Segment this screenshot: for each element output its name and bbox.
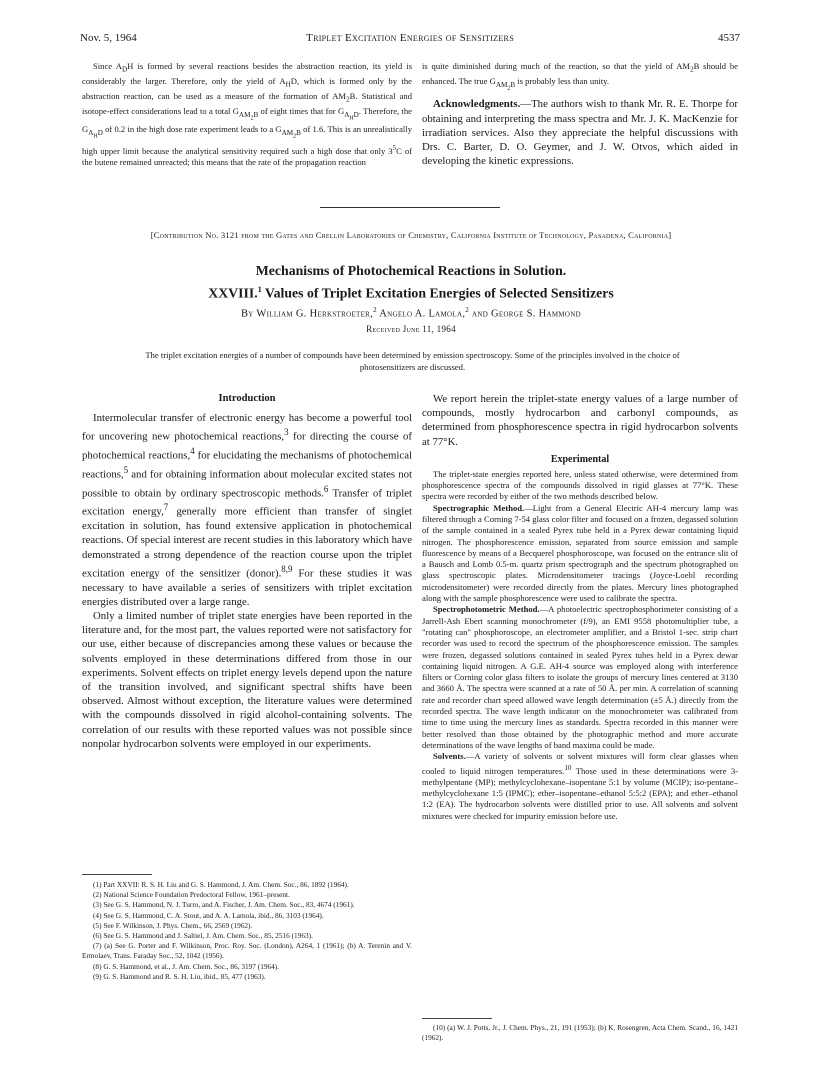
author-hammond: and George S. Hammond xyxy=(472,308,581,320)
article-title xyxy=(84,262,738,303)
solvents-paragraph: Solvents.—A variety of solvents or solvent mixtures will form clear glasses when cooled to liquid nitrogen temperatures.$^{10}$ Those used in these determinations were 3-methylpentane (MP); methylcyclohexane–isopentane 5:1 by volume (MCIP); iso-pentane–methylcyclohexane 1:5 (IPMC); ether–isopentane–ethanol 5:5:2 (EPA); and ether–ethanol 1:2 (EA). The hydrocarbon solvents were distilled prior to use. All solvents and solvent mixtures were checked for impurity emission before use. xyxy=(422,751,738,821)
prior-article-right-column xyxy=(422,61,738,168)
author-line: By William G. Herkstroeter,$^2$ Angelo A. Lamola,$^2$ and George S. Hammond xyxy=(241,306,581,320)
footnote-rule-left xyxy=(82,874,152,875)
report-statement: We report herein the triplet-state energy values of a large number of compounds, mostly hydrocarbon and carbonyl compounds, as determined from phosphorescence spectra in rigid hydrocarbon solvents at 77°K. xyxy=(422,393,738,448)
footnote: (9) G. S. Hammond and R. S. H. Liu, ibid., 85, 477 (1963). xyxy=(93,971,266,981)
spectrophotometric-method-paragraph: Spectrophotometric Method.—A photoelectric spectrophosphorimeter consisting of a Jarrell-Ash Ebert scanning monochrometer (f/9), an EMI 9558 photomultiplier tube, a "rotating can" phosphoroscope, an electrometer amplifier, and a Bristol 1-sec. strip chart recorder was used to record the spectrum of the phosphorescence emission. The samples were frozen, degassed solutions contained in sealed Pyrex tubes held in a Pyrex dewar containing liquid nitrogen. A G.E. AH-4 source was employed along with interference filters or Corning color glass filters to isolate the groups of mercury lines centered at 3130 and 3660 Å. The spectra were scanned at a rate of 50 Å. per min. A correlation of scanning rate and recorder chart speed allowed wave length determination (±5 Å.) directly from the recorded spectra. The wave length indicator on the monochrometer was calibrated from time to time using the mercury lines as standards. Spectra recorded in this manner were better resolved than those obtained by the photographic method and more accurate determinations of the wave lengths of band maxima could be made. xyxy=(422,604,738,750)
title-line-2: XXVIII.$^1$ Values of Triplet Excitation Energies of Selected Sensitizers xyxy=(208,284,614,301)
footnote: (8) G. S. Hammond, et al., J. Am. Chem. Soc., 86, 3197 (1964). xyxy=(93,961,280,971)
header-page-number: 4537 xyxy=(718,32,740,44)
title-line-1: Mechanisms of Photochemical Reactions in Solution. xyxy=(255,263,567,278)
solvents-heading: Solvents. xyxy=(433,751,466,762)
acknowledgments: Acknowledgments.—The authors wish to thank Mr. R. E. Thorpe for obtaining and interpreting the mass spectra and Mr. J. K. MacKenzie for irradiation services. Also they appreciate the helpful discussions with Drs. C. Barter, D. O. Geymer, and J. W. Otvos, which aided in developing the kinetic expressions. xyxy=(422,98,738,168)
footnote: (1) Part XXVII: R. S. H. Liu and G. S. Hammond, J. Am. Chem. Soc., 86, 1892 (1964). xyxy=(93,880,349,889)
introduction-heading: Introduction xyxy=(218,393,276,404)
header-running-title: Triplet Excitation Energies of Sensitizers xyxy=(306,32,514,44)
right-body-column xyxy=(422,392,738,822)
experimental-paragraph-1: The triplet-state energies reported here, unless stated otherwise, were determined from phosphorescence spectra of the compounds dissolved in rigid glasses at 77°K. These spectra were recorded by either of the two methods described below. xyxy=(422,468,738,502)
section-divider xyxy=(320,207,500,208)
introduction-paragraph-1: Intermolecular transfer of electronic energy has become a powerful tool for uncovering new photochemical reactions,$^3$ for directing the course of photochemical reactions,$^4$ for elucidating the mechanisms of photochemical reactions,$^5$ and for obtaining information about molecular excited states not possible to obtain by ordinary spectroscopic methods.$^6$ Transfer of triplet excitation energy,$^7$ generally more efficient than transfer of singlet excitation in solution, has found extensive application in photochemical reactions. Of special interest are recent studies in this laboratory which have demonstrated a strong dependence of the reaction course upon the triplet excitation energy of the sensitizer (donor).$^{8,9}$ For these studies it was necessary to have available a series of sensitizers with triplet excitation energies distributed over a large range. xyxy=(82,412,413,608)
introduction-paragraph-2: Only a limited number of triplet state energies have been reported in the literature and, for the most part, the values reported were not satisfactory for our use, either because of discrepancies among these values or because the solvents employed in these determinations differed from those in our experiments. Solvent effects on triplet energy levels depend upon the nature of the transition involved, and significant spectral shifts have been observed. Almost without exception, the literature values were determined with the compounds dissolved in rigid alcohol-containing solvents. The correlation of our results with these reported values was not possible since nonpolar hydrocarbon solvents were employed in our experiments. xyxy=(82,610,412,750)
prior-article-paragraph-end: is quite diminished during much of the reaction, so that the yield of $AM_2B$ should be enhanced. The true $G_{AM_2B}$ is probably less than unity. xyxy=(422,61,738,92)
acknowledgments-heading: Acknowledgments. xyxy=(433,98,521,111)
experimental-heading: Experimental xyxy=(550,453,610,465)
footnote: (3) See G. S. Hammond, N. J. Turro, and A. Fischer, J. Am. Chem. Soc., 83, 4674 (1961). xyxy=(93,900,355,910)
spectrographic-method-heading: Spectrographic Method. xyxy=(433,502,525,513)
footnote: (10) (a) W. J. Potts, Jr., J. Chem. Phys., 21, 191 (1953); (b) K. Rosengren, Acta Chem. Scand., 16, 1421 (1962). xyxy=(422,1023,738,1043)
footnotes-right xyxy=(422,1023,738,1043)
footnote: (4) See G. S. Hammond, C. A. Stout, and A. A. Lamola, ibid., 86, 3103 (1964). xyxy=(93,910,324,920)
prior-article-paragraph: Since $A_DH$ is formed by several reactions besides the abstraction reaction, its yield is considerably the larger. Therefore, only the yield of $A_HD$, which is formed only by the abstraction reaction, can be used as a measure of the formation of $AM_2B$. Statistical and isotope-effect considerations lead to a total $G_{AM_2B}$ of eight times that for $G_{A_HD}$. Therefore, the $G_{A_HD}$ of 0.2 in the high dose rate experiment leads to a $G_{AM_2B}$ of 1.6. This is an unrealistically high upper limit because the analytical sensitivity required such a high dose that only $3^5C$ of the butene remained unreacted; this means that the rate of the propagation reaction xyxy=(82,61,412,167)
left-body-column xyxy=(82,392,412,751)
spectrographic-method-paragraph: Spectrographic Method.—Light from a General Electric AH-4 mercury lamp was filtered through a Corning 7-54 glass color filter and focused on a frozen, degassed solution of the sample contained in a sealed Pyrex tube held in a Pyrex dewar containing liquid nitrogen. The phosphorescence emission, separated from source emission and sample fluorescence by means of a Becquerel phosphoroscope, was focused on the entrance slit of a Bausch and Lomb 0.5-m. quartz prism spectrograph and the spectrum photographed on glass spectroscopic plates. Microdensitometer tracings (Joyce-Loebl recording microdensitometer) were recorded directly from the plates. Mercury lines photographed along with the sample phosphorescence were used to calibrate the spectra. xyxy=(422,502,738,604)
footnote: (6) See G. S. Hammond and J. Saltiel, J. Am. Chem. Soc., 85, 2516 (1963). xyxy=(93,931,313,941)
footnote-rule-right xyxy=(422,1018,492,1019)
footnote: (5) See F. Wilkinson, J. Phys. Chem., 66, 2569 (1962). xyxy=(93,920,253,930)
author-herkstroeter: William G. Herkstroeter, xyxy=(256,308,374,320)
footnote: (2) National Science Foundation Predoctoral Fellow, 1961–present. xyxy=(93,890,290,900)
spectrophotometric-method-heading: Spectrophotometric Method. xyxy=(433,604,540,615)
footnotes-left xyxy=(82,880,412,982)
header-date: Nov. 5, 1964 xyxy=(80,32,137,44)
abstract: The triplet excitation energies of a number of compounds have been determined by emission spectroscopy. Some of the principles involved in the choice of photosensitizers are discussed. xyxy=(145,350,680,372)
footnote: (7) (a) See G. Porter and F. Wilkinson, Proc. Roy. Soc. (London), A264, 1 (1961); (b) A. Terenin and V. Ermolaev, Trans. Faraday Soc., 52, 1042 (1956). xyxy=(82,941,412,961)
prior-article-left-column xyxy=(82,61,412,168)
author-lamola: Angelo A. Lamola, xyxy=(379,308,466,320)
received-date: Received June 11, 1964 xyxy=(366,324,456,334)
page-header xyxy=(80,32,740,46)
contribution-line: [Contribution No. 3121 from the Gates and Crellin Laboratories of Chemistry, California Institute of Technology, Pasadena, California] xyxy=(150,230,672,240)
